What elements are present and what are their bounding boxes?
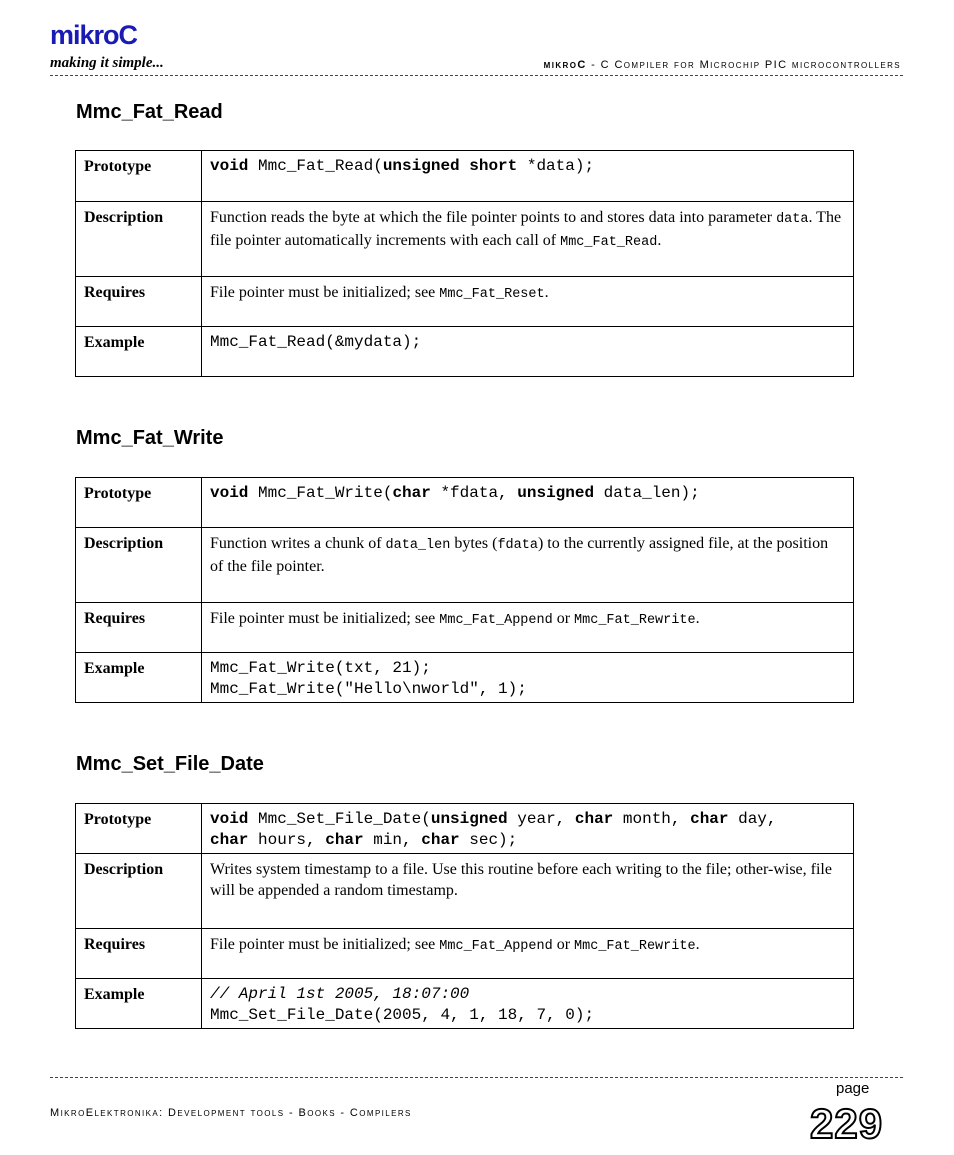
example-label: Example <box>76 327 202 377</box>
code-line <box>210 809 845 830</box>
table-row <box>76 979 854 1029</box>
text: Function writes a chunk of <box>210 535 386 552</box>
code-line: Mmc_Fat_Read(&mydata); <box>210 333 422 351</box>
description-value <box>202 202 854 277</box>
code-text: month, <box>613 810 691 828</box>
keyword: char <box>210 831 249 849</box>
requires-value <box>202 929 854 979</box>
table-row <box>76 478 854 528</box>
example-label: Example <box>76 979 202 1029</box>
table-row <box>76 603 854 653</box>
prototype-label: Prototype <box>76 804 202 854</box>
table-row <box>76 277 854 327</box>
description-label: Description <box>76 202 202 277</box>
requires-value <box>202 277 854 327</box>
keyword: void <box>210 810 249 828</box>
footer-divider <box>50 1077 903 1078</box>
inline-code: Mmc_Fat_Rewrite <box>574 613 696 628</box>
requires-value <box>202 603 854 653</box>
code-text: year, <box>507 810 575 828</box>
code-text: day, <box>728 810 777 828</box>
keyword: void <box>210 157 249 175</box>
table-row <box>76 202 854 277</box>
inline-code: Mmc_Fat_Append <box>439 613 553 628</box>
text: Function reads the byte at which the file pointer points to and stores data into parameter <box>210 209 777 226</box>
example-value <box>202 327 854 377</box>
inline-code: data_len <box>385 538 451 553</box>
keyword: char <box>690 810 729 828</box>
text: File pointer must be initialized; see <box>210 284 440 301</box>
code-line: Mmc_Set_File_Date(2005, 4, 1, 18, 7, 0); <box>210 1006 595 1024</box>
mmc-fat-write-table <box>75 477 854 703</box>
example-label: Example <box>76 653 202 703</box>
code-text: data_len); <box>594 484 700 502</box>
description-value <box>202 528 854 603</box>
code-text: hours, <box>248 831 326 849</box>
inline-code: Mmc_Fat_Rewrite <box>574 939 696 954</box>
prototype-label: Prototype <box>76 151 202 202</box>
mikroc-logo: mikroC <box>50 20 138 50</box>
header-divider <box>50 75 903 76</box>
text: . <box>657 232 662 249</box>
keyword: void <box>210 484 249 502</box>
text: . The file pointer automatically increments with each call of <box>210 209 842 249</box>
code-comment: // April 1st 2005, 18:07:00 <box>210 985 470 1003</box>
code-text: *fdata, <box>430 484 518 502</box>
code-text: Mmc_Set_File_Date( <box>248 810 431 828</box>
text: or <box>552 610 575 627</box>
table-row <box>76 151 854 202</box>
prototype-label: Prototype <box>76 478 202 528</box>
keyword: char <box>421 831 460 849</box>
code-line <box>210 830 845 851</box>
section-title-mmc-fat-read: Mmc_Fat_Read <box>76 101 223 123</box>
inline-code: Mmc_Fat_Read <box>560 235 658 250</box>
requires-label: Requires <box>76 277 202 327</box>
text: or <box>552 936 575 953</box>
footer-text: MikroElektronika: Development tools - Books - Compilers <box>50 1107 412 1119</box>
code-text: *data); <box>517 157 595 175</box>
header-title <box>544 58 901 72</box>
prototype-value <box>202 804 854 854</box>
code-text: sec); <box>459 831 518 849</box>
prototype-value <box>202 478 854 528</box>
code-text: Mmc_Fat_Write( <box>248 484 393 502</box>
text: ) to the currently assigned file, at the position of the file pointer. <box>210 535 829 575</box>
description-label: Description <box>76 854 202 929</box>
table-row <box>76 327 854 377</box>
description-value <box>202 854 854 929</box>
keyword: char <box>325 831 364 849</box>
section-title-mmc-set-file-date: Mmc_Set_File_Date <box>76 753 264 775</box>
keyword: char <box>392 484 431 502</box>
example-value <box>202 979 854 1029</box>
code-text: min, <box>363 831 422 849</box>
description-label: Description <box>76 528 202 603</box>
page-number: 229 <box>810 1100 884 1147</box>
example-value <box>202 653 854 703</box>
table-row <box>76 653 854 703</box>
code-line: Mmc_Fat_Write("Hello\nworld", 1); <box>210 680 527 698</box>
keyword: unsigned short <box>382 157 518 175</box>
table-row <box>76 804 854 854</box>
mmc-set-file-date-table <box>75 803 854 1029</box>
text: Writes system timestamp to a file. Use this routine before each writing to the file; other-wise, file will be appended a random timestamp. <box>210 861 832 899</box>
code-line: Mmc_Fat_Write(txt, 21); <box>210 659 431 677</box>
header-title-rest: - C Compiler for Microchip PIC microcontrollers <box>586 59 901 71</box>
mmc-fat-read-table <box>75 150 854 377</box>
table-row <box>76 854 854 929</box>
page-label: page <box>836 1080 870 1097</box>
text: File pointer must be initialized; see <box>210 610 440 627</box>
text: bytes ( <box>450 535 498 552</box>
prototype-value <box>202 151 854 202</box>
inline-code: Mmc_Fat_Append <box>439 939 553 954</box>
text: . <box>695 610 700 627</box>
keyword: char <box>574 810 614 828</box>
tagline: making it simple... <box>50 55 164 71</box>
inline-code: fdata <box>497 538 538 553</box>
text: File pointer must be initialized; see <box>210 936 440 953</box>
section-title-mmc-fat-write: Mmc_Fat_Write <box>76 427 224 449</box>
text: . <box>544 284 549 301</box>
table-row <box>76 929 854 979</box>
inline-code: Mmc_Fat_Reset <box>439 287 545 302</box>
table-row <box>76 528 854 603</box>
requires-label: Requires <box>76 603 202 653</box>
code-text: Mmc_Fat_Read( <box>248 157 383 175</box>
header-title-product: mikroC <box>543 59 587 71</box>
requires-label: Requires <box>76 929 202 979</box>
keyword: unsigned <box>430 810 508 828</box>
keyword: unsigned <box>517 484 595 502</box>
inline-code: data <box>776 212 809 227</box>
text: . <box>695 936 700 953</box>
